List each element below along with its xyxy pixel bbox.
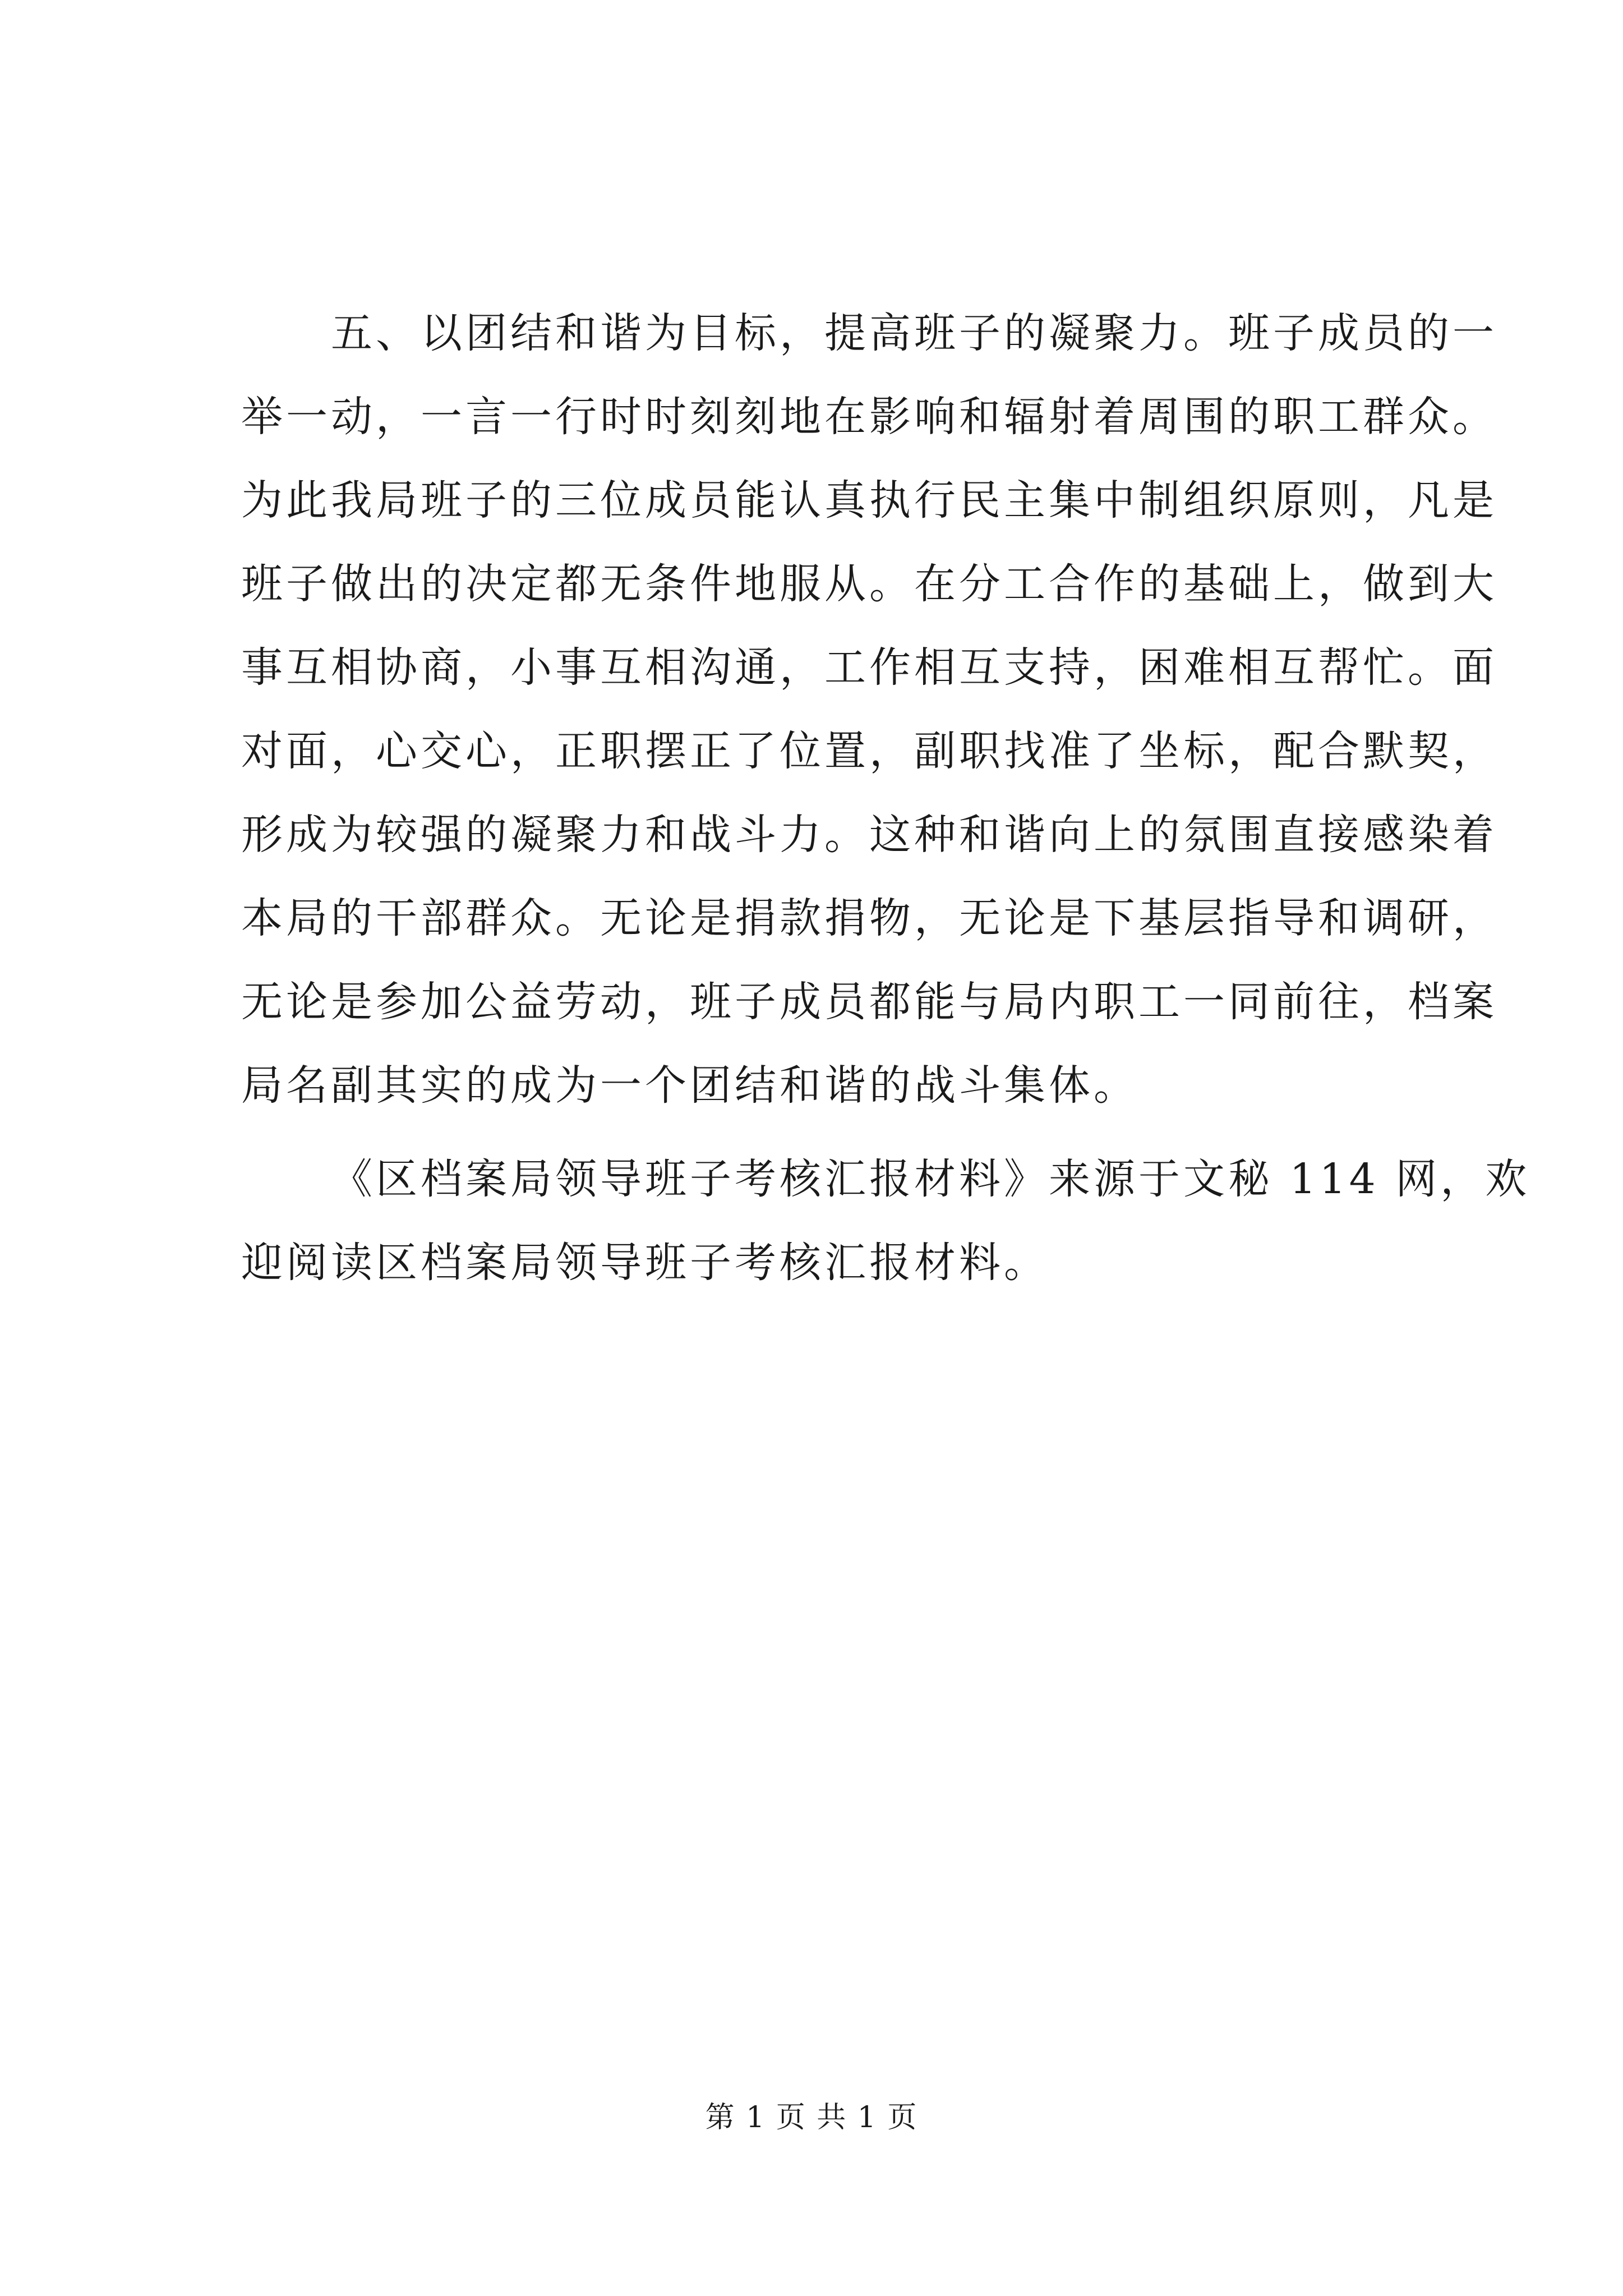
document-body (241, 292, 1530, 1305)
page-number-label: 第 1 页 共 1 页 (705, 2101, 918, 2134)
paragraph-line: 五、以团结和谐为目标，提高班子的凝聚力。班子成员的一 (331, 309, 1497, 357)
paragraph-unity-harmony (241, 292, 1497, 1128)
paragraph-spacer (241, 1128, 1408, 1138)
paragraph-line: 形成为较强的凝聚力和战斗力。这种和谐向上的氛围直接感染着 (241, 811, 1497, 859)
page-footer (0, 2098, 1623, 2137)
paragraph-source-note (241, 1138, 1530, 1305)
paragraph-line: 事互相协商，小事互相沟通，工作相互支持，困难相互帮忙。面 (241, 643, 1497, 692)
paragraph-line: 无论是参加公益劳动，班子成员都能与局内职工一同前往，档案 (241, 978, 1497, 1026)
paragraph-line: 《区档案局领导班子考核汇报材料》来源于文秘 114 网，欢 (331, 1155, 1530, 1203)
paragraph-line: 对面，心交心，正职摆正了位置，副职找准了坐标，配合默契， (241, 727, 1497, 775)
paragraph-line: 班子做出的决定都无条件地服从。在分工合作的基础上，做到大 (241, 560, 1497, 608)
paragraph-line: 举一动，一言一行时时刻刻地在影响和辐射着周围的职工群众。 (241, 393, 1497, 441)
paragraph-line: 本局的干部群众。无论是捐款捐物，无论是下基层指导和调研， (241, 894, 1497, 942)
paragraph-line: 为此我局班子的三位成员能认真执行民主集中制组织原则，凡是 (241, 476, 1497, 524)
paragraph-line: 迎阅读区档案局领导班子考核汇报材料。 (241, 1239, 1049, 1287)
paragraph-line: 局名副其实的成为一个团结和谐的战斗集体。 (241, 1061, 1138, 1110)
